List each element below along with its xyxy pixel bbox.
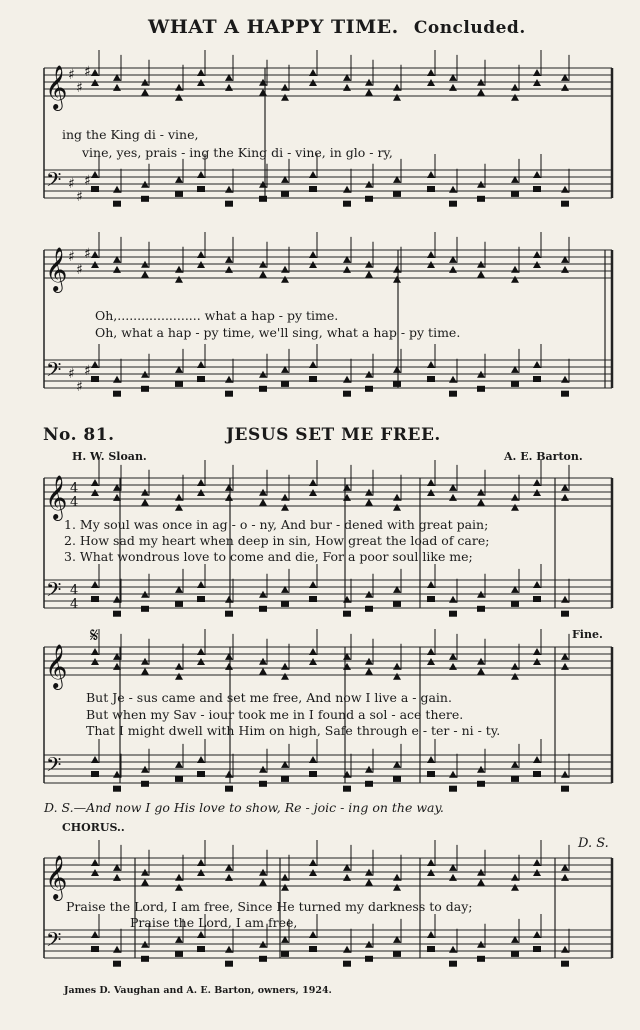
note-head xyxy=(343,84,351,91)
note-head xyxy=(365,956,373,962)
note-head xyxy=(281,494,289,501)
note-head xyxy=(477,879,485,886)
note-head xyxy=(343,391,351,397)
note-head xyxy=(393,776,401,782)
note-head xyxy=(197,946,205,952)
note-head xyxy=(259,781,267,787)
note-head xyxy=(197,361,205,368)
note-head xyxy=(511,381,519,387)
bass-clef-icon: 𝄢 xyxy=(46,168,62,196)
note-head xyxy=(113,961,121,967)
note-head xyxy=(449,874,457,881)
note-head xyxy=(343,201,351,207)
note-head xyxy=(561,786,569,792)
note-head xyxy=(393,191,401,197)
note-head xyxy=(91,859,99,866)
note-head xyxy=(477,89,485,96)
note-head xyxy=(449,663,457,670)
note-head xyxy=(141,956,149,962)
sharp-icon: ♯ xyxy=(84,246,91,262)
note-head xyxy=(197,581,205,588)
note-head xyxy=(309,171,317,178)
note-head xyxy=(91,171,99,178)
note-head xyxy=(561,266,569,273)
segno-icon: 𝄋 xyxy=(90,623,99,647)
note-head xyxy=(427,69,435,76)
note-head xyxy=(561,201,569,207)
note-head xyxy=(259,499,267,506)
note-head xyxy=(561,494,569,501)
note-head xyxy=(197,69,205,76)
note-head xyxy=(259,89,267,96)
note-head xyxy=(427,756,435,763)
note-head xyxy=(309,859,317,866)
note-head xyxy=(281,381,289,387)
note-head xyxy=(511,504,519,511)
note-head xyxy=(259,879,267,886)
note-head xyxy=(259,668,267,675)
note-head xyxy=(309,251,317,258)
note-head xyxy=(281,673,289,680)
note-head xyxy=(91,251,99,258)
note-head xyxy=(427,186,435,192)
note-head xyxy=(511,276,519,283)
time-sig-numerator: 4 xyxy=(70,481,79,496)
note-head xyxy=(561,874,569,881)
note-head xyxy=(309,186,317,192)
note-head xyxy=(427,251,435,258)
note-head xyxy=(141,781,149,787)
note-head xyxy=(91,596,99,602)
note-head xyxy=(365,499,373,506)
note-head xyxy=(343,266,351,273)
note-head xyxy=(449,494,457,501)
note-head xyxy=(393,504,401,511)
note-head xyxy=(511,84,519,91)
note-head xyxy=(141,196,149,202)
note-head xyxy=(225,946,233,953)
note-head xyxy=(197,756,205,763)
note-head xyxy=(197,859,205,866)
note-head xyxy=(309,946,317,952)
verse-3-line-a: 3. What wondrous love to come and die, For a poor soul like me; xyxy=(64,549,473,564)
note-head xyxy=(197,171,205,178)
note-head xyxy=(561,186,569,193)
note-head xyxy=(175,504,183,511)
note-head xyxy=(477,499,485,506)
note-head xyxy=(175,951,183,957)
lyric-line-2: vine, yes, prais - ing the King di - vine, in glo - ry, xyxy=(82,145,393,160)
bass-clef-icon: 𝄢 xyxy=(46,578,62,606)
note-head xyxy=(533,69,541,76)
note-head xyxy=(343,786,351,792)
note-head xyxy=(533,946,541,952)
note-head xyxy=(91,376,99,382)
note-head xyxy=(175,94,183,101)
title-suffix: Concluded. xyxy=(413,18,526,38)
note-head xyxy=(91,771,99,777)
note-head xyxy=(365,89,373,96)
note-head xyxy=(427,596,435,602)
note-head xyxy=(309,596,317,602)
note-head xyxy=(141,89,149,96)
note-head xyxy=(343,596,351,603)
note-head xyxy=(393,84,401,91)
note-head xyxy=(91,69,99,76)
note-head xyxy=(175,874,183,881)
note-head xyxy=(175,84,183,91)
time-sig-numerator: 4 xyxy=(70,583,79,598)
note-head xyxy=(91,479,99,486)
note-head xyxy=(393,673,401,680)
note-head xyxy=(477,781,485,787)
note-head xyxy=(91,648,99,655)
note-head xyxy=(393,276,401,283)
bass-clef-icon: 𝄢 xyxy=(46,753,62,781)
note-head xyxy=(343,376,351,383)
note-head xyxy=(259,606,267,612)
note-head xyxy=(225,874,233,881)
hymn-number: No. 81. xyxy=(43,425,115,445)
note-head xyxy=(141,499,149,506)
note-head xyxy=(427,771,435,777)
note-head xyxy=(175,673,183,680)
note-head xyxy=(281,951,289,957)
note-head xyxy=(281,601,289,607)
note-head xyxy=(365,386,373,392)
treble-clef-icon: 𝄞 xyxy=(45,855,68,899)
note-head xyxy=(113,376,121,383)
note-head xyxy=(197,771,205,777)
verse-2-line-b: But when my Sav - iour took me in I found a sol - ace there. xyxy=(86,707,464,722)
note-head xyxy=(427,361,435,368)
note-head xyxy=(449,771,457,778)
note-head xyxy=(511,884,519,891)
note-head xyxy=(561,961,569,967)
note-head xyxy=(175,884,183,891)
note-head xyxy=(393,601,401,607)
note-head xyxy=(225,611,233,617)
bass-clef-icon: 𝄢 xyxy=(46,928,62,956)
note-head xyxy=(197,648,205,655)
note-head xyxy=(175,276,183,283)
note-head xyxy=(533,859,541,866)
verse-2-line-a: 2. How sad my heart when deep in sin, How great the load of care; xyxy=(64,533,490,548)
note-head xyxy=(477,668,485,675)
note-head xyxy=(449,961,457,967)
note-head xyxy=(197,479,205,486)
note-head xyxy=(427,931,435,938)
time-sig-denominator: 4 xyxy=(70,495,79,510)
note-head xyxy=(561,391,569,397)
note-head xyxy=(343,946,351,953)
note-head xyxy=(393,266,401,273)
note-head xyxy=(561,596,569,603)
note-head xyxy=(393,94,401,101)
sharp-icon: ♯ xyxy=(76,189,83,205)
note-head xyxy=(91,581,99,588)
note-head xyxy=(113,201,121,207)
note-head xyxy=(477,606,485,612)
note-head xyxy=(141,606,149,612)
note-head xyxy=(281,276,289,283)
note-head xyxy=(427,946,435,952)
note-head xyxy=(449,376,457,383)
note-head xyxy=(393,494,401,501)
sharp-icon: ♯ xyxy=(76,379,83,395)
note-head xyxy=(113,186,121,193)
note-head xyxy=(309,581,317,588)
note-head xyxy=(281,884,289,891)
note-head xyxy=(309,376,317,382)
sharp-icon: ♯ xyxy=(68,67,75,83)
note-head xyxy=(343,874,351,881)
note-head xyxy=(561,663,569,670)
note-head xyxy=(343,494,351,501)
note-head xyxy=(175,191,183,197)
note-head xyxy=(281,874,289,881)
note-head xyxy=(91,946,99,952)
note-head xyxy=(225,596,233,603)
note-head xyxy=(511,874,519,881)
note-head xyxy=(533,596,541,602)
note-head xyxy=(449,201,457,207)
note-head xyxy=(449,786,457,792)
chorus-lyric-2: Praise the Lord, I am free, xyxy=(130,915,298,930)
note-head xyxy=(533,479,541,486)
note-head xyxy=(259,956,267,962)
note-head xyxy=(561,376,569,383)
note-head xyxy=(197,251,205,258)
note-head xyxy=(225,201,233,207)
note-head xyxy=(141,668,149,675)
sharp-icon: ♯ xyxy=(76,80,83,96)
note-head xyxy=(533,581,541,588)
note-head xyxy=(427,376,435,382)
lyric-line-3: Oh,..................... what a hap - py time. xyxy=(95,308,339,323)
note-head xyxy=(365,668,373,675)
ds-mark: D. S. xyxy=(578,836,609,851)
note-head xyxy=(365,196,373,202)
note-head xyxy=(511,663,519,670)
note-head xyxy=(511,494,519,501)
treble-clef-icon: 𝄞 xyxy=(45,475,68,519)
ds-lyric-line: D. S.—And now I go His love to show, Re - joic - ing on the way. xyxy=(44,800,444,815)
note-head xyxy=(197,931,205,938)
note-head xyxy=(393,381,401,387)
note-head xyxy=(281,94,289,101)
note-head xyxy=(449,391,457,397)
note-head xyxy=(561,611,569,617)
note-head xyxy=(225,186,233,193)
note-head xyxy=(343,771,351,778)
treble-clef-icon: 𝄞 xyxy=(45,644,68,688)
note-head xyxy=(175,663,183,670)
note-head xyxy=(175,776,183,782)
note-head xyxy=(113,874,121,881)
note-head xyxy=(309,771,317,777)
sharp-icon: ♯ xyxy=(68,176,75,192)
note-head xyxy=(225,266,233,273)
note-head xyxy=(197,186,205,192)
note-head xyxy=(561,84,569,91)
note-head xyxy=(281,84,289,91)
note-head xyxy=(225,771,233,778)
note-head xyxy=(259,196,267,202)
lyric-line-4: Oh, what a hap - py time, we'll sing, what a hap - py time. xyxy=(95,325,461,340)
note-head xyxy=(427,479,435,486)
note-head xyxy=(343,663,351,670)
note-head xyxy=(365,879,373,886)
note-head xyxy=(225,961,233,967)
note-head xyxy=(393,884,401,891)
note-head xyxy=(225,391,233,397)
note-head xyxy=(449,186,457,193)
bass-clef-icon: 𝄢 xyxy=(46,358,62,386)
treble-clef-icon: 𝄞 xyxy=(45,65,68,109)
note-head xyxy=(343,611,351,617)
sharp-icon: ♯ xyxy=(84,64,91,80)
lyric-line-1: ing the King di - vine, xyxy=(62,127,199,142)
note-head xyxy=(365,271,373,278)
note-head xyxy=(533,931,541,938)
note-head xyxy=(281,504,289,511)
note-head xyxy=(113,611,121,617)
note-head xyxy=(91,756,99,763)
sharp-icon: ♯ xyxy=(68,249,75,265)
note-head xyxy=(225,663,233,670)
note-head xyxy=(281,776,289,782)
note-head xyxy=(197,376,205,382)
fine-label: Fine. xyxy=(572,628,603,641)
note-head xyxy=(393,663,401,670)
note-head xyxy=(225,84,233,91)
treble-clef-icon: 𝄞 xyxy=(45,247,68,291)
hymn-title: JESUS SET ME FREE. xyxy=(226,425,441,445)
note-head xyxy=(449,84,457,91)
lyricist: H. W. Sloan. xyxy=(72,450,147,463)
note-head xyxy=(175,601,183,607)
note-head xyxy=(449,946,457,953)
note-head xyxy=(477,271,485,278)
sharp-icon: ♯ xyxy=(84,173,91,189)
note-head xyxy=(225,376,233,383)
note-head xyxy=(141,386,149,392)
verse-3-line-b: That I might dwell with Him on high, Safe through e - ter - ni - ty. xyxy=(86,723,501,738)
note-head xyxy=(113,391,121,397)
note-head xyxy=(533,251,541,258)
note-head xyxy=(511,951,519,957)
composer: A. E. Barton. xyxy=(504,450,583,463)
note-head xyxy=(477,956,485,962)
song-title: WHAT A HAPPY TIME. xyxy=(148,16,399,38)
footer-owners: James D. Vaughan and A. E. Barton, owners, 1924. xyxy=(64,985,332,996)
note-head xyxy=(309,69,317,76)
note-head xyxy=(91,361,99,368)
note-head xyxy=(449,266,457,273)
note-head xyxy=(113,786,121,792)
note-head xyxy=(343,186,351,193)
note-head xyxy=(449,596,457,603)
note-head xyxy=(309,756,317,763)
note-head xyxy=(533,376,541,382)
note-head xyxy=(175,494,183,501)
note-head xyxy=(281,663,289,670)
note-head xyxy=(533,648,541,655)
verse-1-line-b: But Je - sus came and set me free, And now I live a - gain. xyxy=(86,690,452,705)
note-head xyxy=(141,879,149,886)
note-head xyxy=(427,581,435,588)
note-head xyxy=(511,601,519,607)
note-head xyxy=(533,186,541,192)
chorus-label: CHORUS.. xyxy=(62,821,125,834)
note-head xyxy=(393,951,401,957)
note-head xyxy=(259,271,267,278)
note-head xyxy=(533,771,541,777)
note-head xyxy=(225,494,233,501)
chorus-lyric-1: Praise the Lord, I am free, Since He turned my darkness to day; xyxy=(66,899,473,914)
note-head xyxy=(309,361,317,368)
verse-1-line-a: 1. My soul was once in ag - o - ny, And bur - dened with great pain; xyxy=(64,517,489,532)
note-head xyxy=(309,479,317,486)
note-head xyxy=(113,84,121,91)
note-head xyxy=(511,191,519,197)
note-head xyxy=(533,171,541,178)
note-head xyxy=(511,673,519,680)
note-head xyxy=(511,266,519,273)
note-head xyxy=(533,756,541,763)
note-head xyxy=(281,191,289,197)
note-head xyxy=(449,611,457,617)
note-head xyxy=(511,776,519,782)
sharp-icon: ♯ xyxy=(84,363,91,379)
note-head xyxy=(427,171,435,178)
note-head xyxy=(393,874,401,881)
note-head xyxy=(511,94,519,101)
note-head xyxy=(259,386,267,392)
sharp-icon: ♯ xyxy=(68,366,75,382)
note-head xyxy=(141,271,149,278)
note-head xyxy=(309,931,317,938)
note-head xyxy=(91,186,99,192)
time-sig-denominator: 4 xyxy=(70,597,79,612)
note-head xyxy=(113,266,121,273)
note-head xyxy=(365,606,373,612)
note-head xyxy=(477,386,485,392)
note-head xyxy=(197,596,205,602)
note-head xyxy=(533,361,541,368)
note-head xyxy=(175,381,183,387)
note-head xyxy=(427,648,435,655)
note-head xyxy=(281,266,289,273)
note-head xyxy=(365,781,373,787)
note-head xyxy=(309,648,317,655)
note-head xyxy=(175,266,183,273)
note-head xyxy=(113,946,121,953)
note-head xyxy=(225,786,233,792)
note-head xyxy=(427,859,435,866)
sharp-icon: ♯ xyxy=(76,262,83,278)
note-head xyxy=(561,771,569,778)
note-head xyxy=(343,961,351,967)
note-head xyxy=(91,931,99,938)
note-head xyxy=(477,196,485,202)
note-head xyxy=(561,946,569,953)
